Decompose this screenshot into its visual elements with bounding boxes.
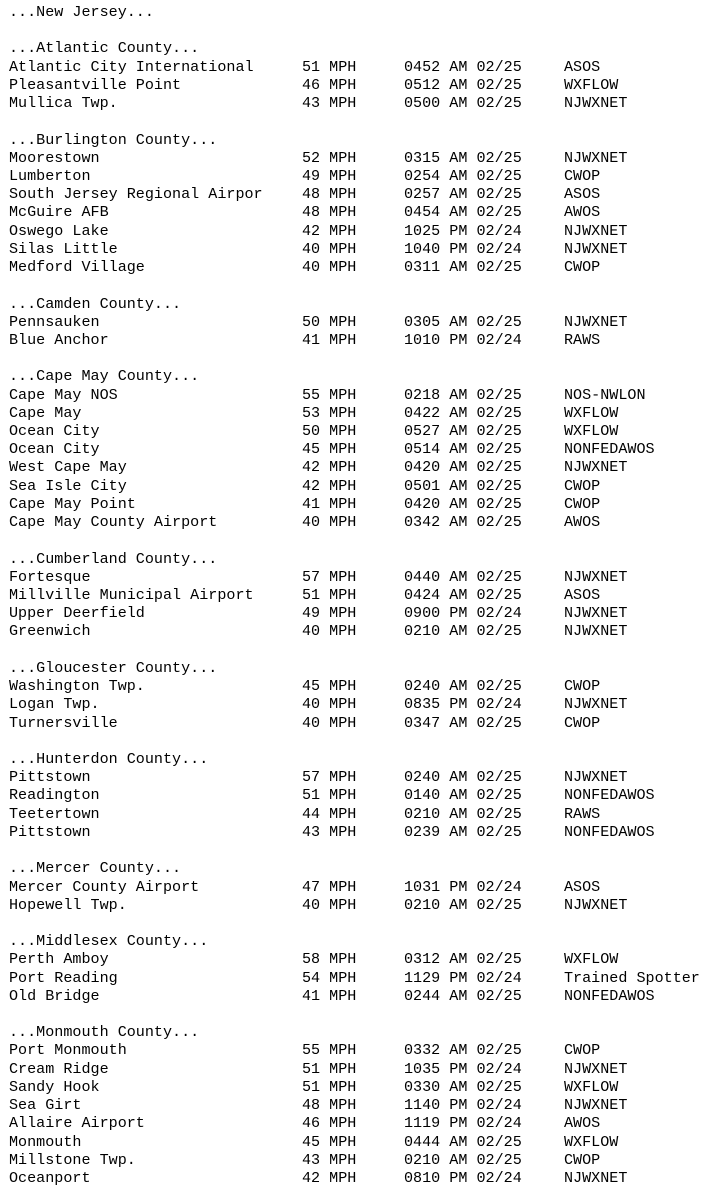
observation-time: 1025 PM 02/24 xyxy=(404,221,522,240)
blank-line xyxy=(9,349,715,367)
report-row xyxy=(9,1151,715,1169)
observation-time: 0501 AM 02/25 xyxy=(404,476,522,495)
report-row xyxy=(9,950,715,968)
observation-time: 1119 PM 02/24 xyxy=(404,1114,522,1133)
data-source: WXFLOW xyxy=(564,422,619,441)
wind-speed: 46 MPH xyxy=(302,1114,357,1133)
county-header: ...Burlington County... xyxy=(9,130,218,149)
report-row xyxy=(9,240,715,258)
county-header: ...Gloucester County... xyxy=(9,658,218,677)
wind-speed: 57 MPH xyxy=(302,768,357,787)
wind-speed: 55 MPH xyxy=(302,1041,357,1060)
data-source: WXFLOW xyxy=(564,1132,619,1151)
wind-speed: 42 MPH xyxy=(302,476,357,495)
wind-speed: 54 MPH xyxy=(302,968,357,987)
location-name: South Jersey Regional Airpor xyxy=(9,185,263,204)
data-source: CWOP xyxy=(564,476,601,495)
data-source: NJWXNET xyxy=(564,458,628,477)
report-row xyxy=(9,313,715,331)
report-row xyxy=(9,331,715,349)
wind-speed: 53 MPH xyxy=(302,403,357,422)
blank-line xyxy=(9,641,715,659)
blank-line xyxy=(9,732,715,750)
report-row xyxy=(9,94,715,112)
county-header: ...Hunterdon County... xyxy=(9,749,209,768)
wind-speed: 55 MPH xyxy=(302,385,357,404)
wind-speed: 52 MPH xyxy=(302,148,357,167)
observation-time: 0210 AM 02/25 xyxy=(404,804,522,823)
location-name: Cape May xyxy=(9,403,82,422)
location-name: Pennsauken xyxy=(9,312,100,331)
wind-speed: 45 MPH xyxy=(302,677,357,696)
location-name: Upper Deerfield xyxy=(9,604,145,623)
observation-time: 0210 AM 02/25 xyxy=(404,622,522,641)
observation-time: 0218 AM 02/25 xyxy=(404,385,522,404)
blank-line xyxy=(9,112,715,130)
report-row xyxy=(9,1114,715,1132)
report-row xyxy=(9,622,715,640)
report-row xyxy=(9,76,715,94)
location-name: Ocean City xyxy=(9,440,100,459)
observation-time: 0210 AM 02/25 xyxy=(404,1150,522,1169)
observation-time: 0424 AM 02/25 xyxy=(404,586,522,604)
location-name: Silas Little xyxy=(9,239,118,258)
observation-time: 1140 PM 02/24 xyxy=(404,1096,522,1115)
blank-line xyxy=(9,914,715,932)
wind-speed: 47 MPH xyxy=(302,877,357,896)
observation-time: 0210 AM 02/25 xyxy=(404,895,522,914)
location-name: Atlantic City International xyxy=(9,57,254,76)
wind-speed: 45 MPH xyxy=(302,440,357,459)
observation-time: 0240 AM 02/25 xyxy=(404,677,522,696)
observation-time: 0332 AM 02/25 xyxy=(404,1041,522,1060)
data-source: Trained Spotter xyxy=(564,968,700,987)
wind-speed: 48 MPH xyxy=(302,203,357,222)
observation-time: 0420 AM 02/25 xyxy=(404,458,522,477)
location-name: Greenwich xyxy=(9,622,91,641)
location-name: Port Monmouth xyxy=(9,1041,127,1060)
location-name: Old Bridge xyxy=(9,986,100,1005)
observation-time: 0422 AM 02/25 xyxy=(404,403,522,422)
data-source: NONFEDAWOS xyxy=(564,822,655,841)
location-name: Monmouth xyxy=(9,1132,82,1151)
data-source: ASOS xyxy=(564,877,601,896)
blank-line xyxy=(9,841,715,859)
observation-time: 0514 AM 02/25 xyxy=(404,440,522,459)
report-row xyxy=(9,1041,715,1059)
observation-time: 1010 PM 02/24 xyxy=(404,330,522,349)
wind-speed: 43 MPH xyxy=(302,822,357,841)
report-row xyxy=(9,677,715,695)
report-row xyxy=(9,1060,715,1078)
report-row xyxy=(9,768,715,786)
wind-speed: 58 MPH xyxy=(302,950,357,969)
blank-line xyxy=(9,1005,715,1023)
wind-speed: 49 MPH xyxy=(302,166,357,185)
location-name: Port Reading xyxy=(9,968,118,987)
data-source: NOS-NWLON xyxy=(564,385,646,404)
data-source: RAWS xyxy=(564,330,601,349)
wind-speed: 40 MPH xyxy=(302,513,357,532)
data-source: ASOS xyxy=(564,185,601,204)
data-source: ASOS xyxy=(564,586,601,604)
location-name: Mullica Twp. xyxy=(9,94,118,113)
observation-time: 0835 PM 02/24 xyxy=(404,695,522,714)
wind-speed: 41 MPH xyxy=(302,494,357,513)
observation-time: 0900 PM 02/24 xyxy=(404,604,522,623)
data-source: NJWXNET xyxy=(564,1096,628,1115)
data-source: NONFEDAWOS xyxy=(564,786,655,805)
observation-time: 1129 PM 02/24 xyxy=(404,968,522,987)
wind-speed: 50 MPH xyxy=(302,422,357,441)
report-row xyxy=(9,404,715,422)
observation-time: 1031 PM 02/24 xyxy=(404,877,522,896)
data-source: WXFLOW xyxy=(564,403,619,422)
location-name: Cape May County Airport xyxy=(9,513,218,532)
data-source: NONFEDAWOS xyxy=(564,440,655,459)
wind-speed: 43 MPH xyxy=(302,94,357,113)
observation-time: 0257 AM 02/25 xyxy=(404,185,522,204)
data-source: NJWXNET xyxy=(564,622,628,641)
blank-line xyxy=(9,21,715,39)
state-header: ...New Jersey... xyxy=(9,3,154,21)
report-row xyxy=(9,1169,715,1187)
location-name: Sea Isle City xyxy=(9,476,127,495)
county-header: ...Monmouth County... xyxy=(9,1023,200,1042)
data-source: NJWXNET xyxy=(564,148,628,167)
report-row xyxy=(9,878,715,896)
location-name: Readington xyxy=(9,786,100,805)
county-header: ...Cape May County... xyxy=(9,367,200,386)
location-name: Pittstown xyxy=(9,768,91,787)
location-name: Sandy Hook xyxy=(9,1077,100,1096)
location-name: Fortesque xyxy=(9,567,91,586)
observation-time: 0239 AM 02/25 xyxy=(404,822,522,841)
location-name: Millstone Twp. xyxy=(9,1150,136,1169)
data-source: NJWXNET xyxy=(564,1169,628,1187)
data-source: NJWXNET xyxy=(564,895,628,914)
observation-time: 0305 AM 02/25 xyxy=(404,312,522,331)
report-row xyxy=(9,440,715,458)
observation-time: 0311 AM 02/25 xyxy=(404,258,522,277)
data-source: AWOS xyxy=(564,203,601,222)
report-row xyxy=(9,258,715,276)
wind-speed: 40 MPH xyxy=(302,713,357,732)
location-name: Mercer County Airport xyxy=(9,877,200,896)
observation-time: 1035 PM 02/24 xyxy=(404,1059,522,1078)
wind-speed: 40 MPH xyxy=(302,258,357,277)
wind-speed: 51 MPH xyxy=(302,786,357,805)
wind-speed: 48 MPH xyxy=(302,185,357,204)
county-header: ...Middlesex County... xyxy=(9,932,209,951)
report-row xyxy=(9,568,715,586)
location-name: Teetertown xyxy=(9,804,100,823)
wind-speed: 40 MPH xyxy=(302,695,357,714)
location-name: McGuire AFB xyxy=(9,203,109,222)
report-row xyxy=(9,1078,715,1096)
observation-time: 0240 AM 02/25 xyxy=(404,768,522,787)
location-name: Ocean City xyxy=(9,422,100,441)
observation-time: 0315 AM 02/25 xyxy=(404,148,522,167)
data-source: NJWXNET xyxy=(564,1059,628,1078)
report-row xyxy=(9,586,715,604)
report-row xyxy=(9,477,715,495)
report-row xyxy=(9,604,715,622)
location-name: Pleasantville Point xyxy=(9,75,182,94)
wind-speed: 41 MPH xyxy=(302,330,357,349)
data-source: NJWXNET xyxy=(564,695,628,714)
observation-time: 0527 AM 02/25 xyxy=(404,422,522,441)
report-row xyxy=(9,495,715,513)
report-row xyxy=(9,458,715,476)
report-row xyxy=(9,185,715,203)
report-row xyxy=(9,386,715,404)
location-name: Cape May Point xyxy=(9,494,136,513)
wind-speed: 45 MPH xyxy=(302,1132,357,1151)
report-row xyxy=(9,695,715,713)
location-name: Hopewell Twp. xyxy=(9,895,127,914)
observation-time: 0342 AM 02/25 xyxy=(404,513,522,532)
observation-time: 0330 AM 02/25 xyxy=(404,1077,522,1096)
location-name: Cream Ridge xyxy=(9,1059,109,1078)
observation-time: 0440 AM 02/25 xyxy=(404,567,522,586)
wind-speed: 51 MPH xyxy=(302,586,357,604)
report-row xyxy=(9,167,715,185)
data-source: AWOS xyxy=(564,1114,601,1133)
observation-time: 0140 AM 02/25 xyxy=(404,786,522,805)
data-source: CWOP xyxy=(564,713,601,732)
report-row xyxy=(9,823,715,841)
observation-time: 0347 AM 02/25 xyxy=(404,713,522,732)
data-source: RAWS xyxy=(564,804,601,823)
location-name: Millville Municipal Airport xyxy=(9,586,254,604)
wind-speed: 46 MPH xyxy=(302,75,357,94)
observation-time: 0244 AM 02/25 xyxy=(404,986,522,1005)
blank-line xyxy=(9,531,715,549)
location-name: Washington Twp. xyxy=(9,677,145,696)
report-row xyxy=(9,987,715,1005)
data-source: AWOS xyxy=(564,513,601,532)
data-source: CWOP xyxy=(564,1150,601,1169)
data-source: CWOP xyxy=(564,1041,601,1060)
data-source: NJWXNET xyxy=(564,94,628,113)
report-row xyxy=(9,203,715,221)
county-header: ...Camden County... xyxy=(9,294,182,313)
wind-speed: 51 MPH xyxy=(302,1077,357,1096)
wind-speed: 51 MPH xyxy=(302,57,357,76)
data-source: CWOP xyxy=(564,677,601,696)
data-source: CWOP xyxy=(564,494,601,513)
report-row xyxy=(9,805,715,823)
wind-speed: 40 MPH xyxy=(302,622,357,641)
location-name: Oceanport xyxy=(9,1169,91,1187)
data-source: NJWXNET xyxy=(564,312,628,331)
location-name: West Cape May xyxy=(9,458,127,477)
wind-speed: 41 MPH xyxy=(302,986,357,1005)
location-name: Turnersville xyxy=(9,713,118,732)
report-row xyxy=(9,58,715,76)
wind-speed: 44 MPH xyxy=(302,804,357,823)
location-name: Allaire Airport xyxy=(9,1114,145,1133)
location-name: Medford Village xyxy=(9,258,145,277)
observation-time: 0420 AM 02/25 xyxy=(404,494,522,513)
data-source: NJWXNET xyxy=(564,768,628,787)
location-name: Lumberton xyxy=(9,166,91,185)
report-row xyxy=(9,149,715,167)
data-source: NJWXNET xyxy=(564,239,628,258)
wind-speed: 40 MPH xyxy=(302,239,357,258)
location-name: Blue Anchor xyxy=(9,330,109,349)
wind-speed: 40 MPH xyxy=(302,895,357,914)
report-row xyxy=(9,714,715,732)
observation-time: 0444 AM 02/25 xyxy=(404,1132,522,1151)
county-header: ...Cumberland County... xyxy=(9,549,218,568)
report-row xyxy=(9,1096,715,1114)
data-source: WXFLOW xyxy=(564,950,619,969)
blank-line xyxy=(9,276,715,294)
location-name: Moorestown xyxy=(9,148,100,167)
county-header: ...Atlantic County... xyxy=(9,39,200,58)
observation-time: 1040 PM 02/24 xyxy=(404,239,522,258)
report-row xyxy=(9,786,715,804)
report-row xyxy=(9,513,715,531)
wind-speed: 57 MPH xyxy=(302,567,357,586)
observation-time: 0312 AM 02/25 xyxy=(404,950,522,969)
observation-time: 0452 AM 02/25 xyxy=(404,57,522,76)
report-row xyxy=(9,422,715,440)
wind-speed: 51 MPH xyxy=(302,1059,357,1078)
data-source: CWOP xyxy=(564,166,601,185)
data-source: ASOS xyxy=(564,57,601,76)
location-name: Cape May NOS xyxy=(9,385,118,404)
wind-speed: 50 MPH xyxy=(302,312,357,331)
report-row xyxy=(9,896,715,914)
wind-speed: 42 MPH xyxy=(302,458,357,477)
wind-speed: 48 MPH xyxy=(302,1096,357,1115)
observation-time: 0512 AM 02/25 xyxy=(404,75,522,94)
report-row xyxy=(9,1133,715,1151)
county-header: ...Mercer County... xyxy=(9,859,182,878)
location-name: Oswego Lake xyxy=(9,221,109,240)
data-source: CWOP xyxy=(564,258,601,277)
location-name: Perth Amboy xyxy=(9,950,109,969)
data-source: NJWXNET xyxy=(564,221,628,240)
location-name: Pittstown xyxy=(9,822,91,841)
observation-time: 0500 AM 02/25 xyxy=(404,94,522,113)
wind-speed: 42 MPH xyxy=(302,221,357,240)
report-row xyxy=(9,222,715,240)
wind-speed: 43 MPH xyxy=(302,1150,357,1169)
wind-speed: 49 MPH xyxy=(302,604,357,623)
observation-time: 0454 AM 02/25 xyxy=(404,203,522,222)
data-source: NJWXNET xyxy=(564,567,628,586)
data-source: WXFLOW xyxy=(564,1077,619,1096)
location-name: Sea Girt xyxy=(9,1096,82,1115)
data-source: WXFLOW xyxy=(564,75,619,94)
data-source: NJWXNET xyxy=(564,604,628,623)
location-name: Logan Twp. xyxy=(9,695,100,714)
data-source: NONFEDAWOS xyxy=(564,986,655,1005)
wind-speed: 42 MPH xyxy=(302,1169,357,1187)
observation-time: 0254 AM 02/25 xyxy=(404,166,522,185)
observation-time: 0810 PM 02/24 xyxy=(404,1169,522,1187)
report-row xyxy=(9,969,715,987)
